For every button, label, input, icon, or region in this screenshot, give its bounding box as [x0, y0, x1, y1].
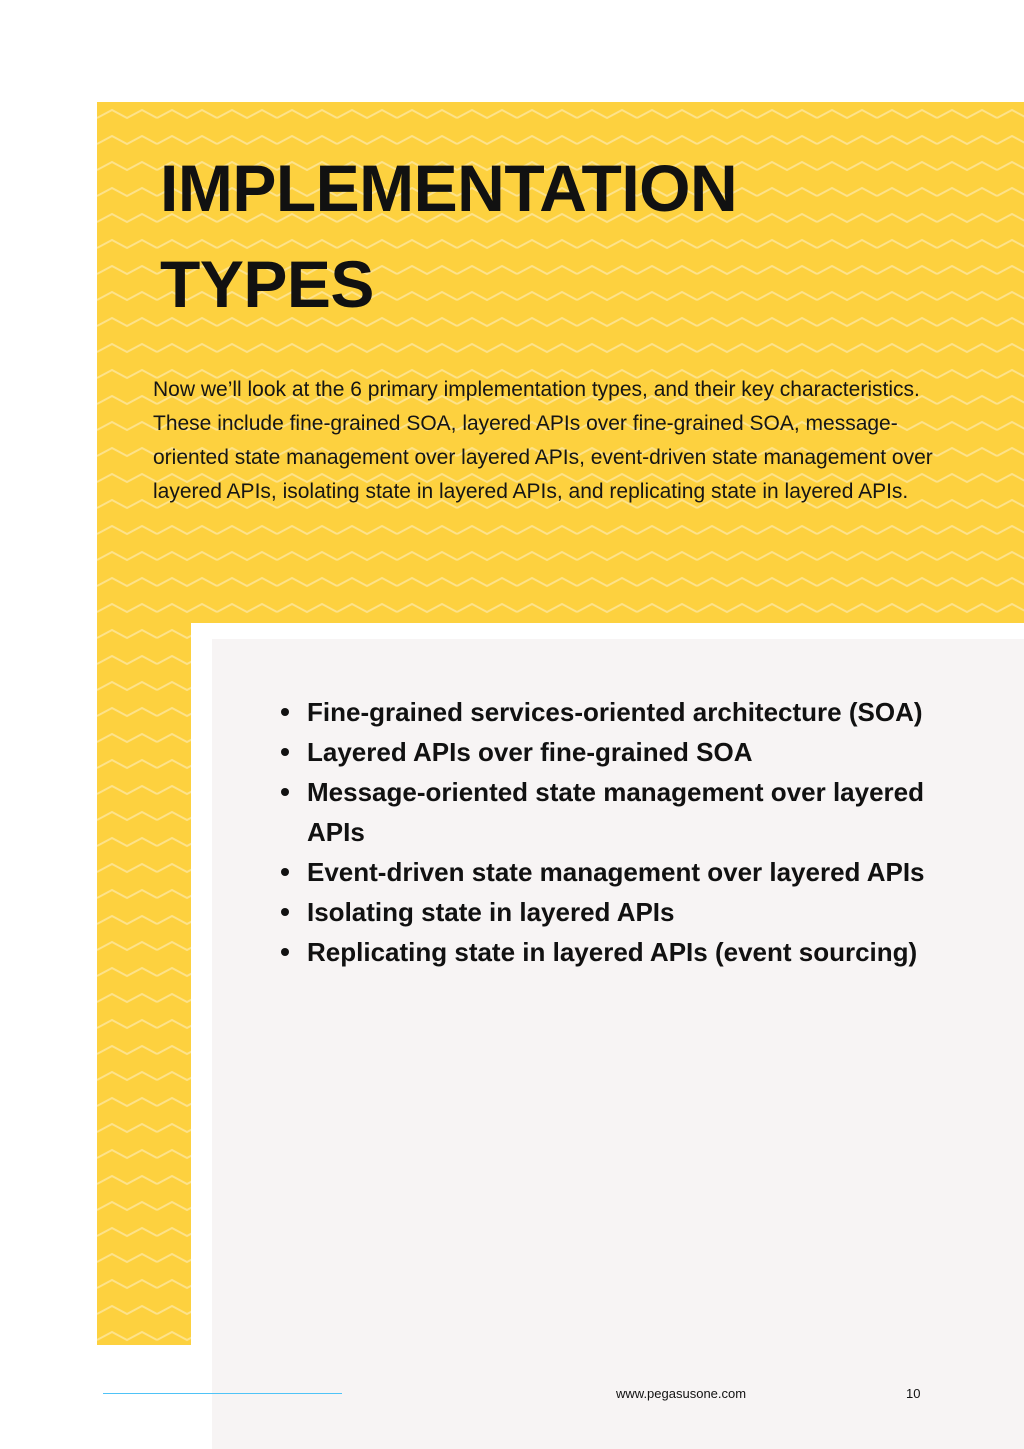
page-title-line-2: TYPES [160, 247, 374, 321]
list-item: Layered APIs over fine-grained SOA [307, 732, 927, 772]
footer-website: www.pegasusone.com [616, 1386, 747, 1401]
page-title-line-1: IMPLEMENTATION [160, 151, 738, 225]
list-item: Message-oriented state management over layered APIs [307, 772, 927, 852]
list-item: Fine-grained services-oriented architecture (SOA) [307, 692, 927, 732]
list-item: Event-driven state management over layered APIs [307, 852, 927, 892]
implementation-types-list [307, 692, 927, 972]
intro-paragraph: Now we’ll look at the 6 primary implementation types, and their key characteristics. These include fine-grained SOA, layered APIs over fine-grained SOA, message-oriented state management over layered APIs, event-driven state management over layered APIs, isolating state in layered APIs, and replicating state in layered APIs. [153, 378, 933, 503]
list-item: Replicating state in layered APIs (event sourcing) [307, 932, 927, 972]
page-title [160, 140, 737, 332]
page-number: 10 [906, 1386, 921, 1401]
list-item: Isolating state in layered APIs [307, 892, 927, 932]
footer-divider [103, 1393, 342, 1394]
